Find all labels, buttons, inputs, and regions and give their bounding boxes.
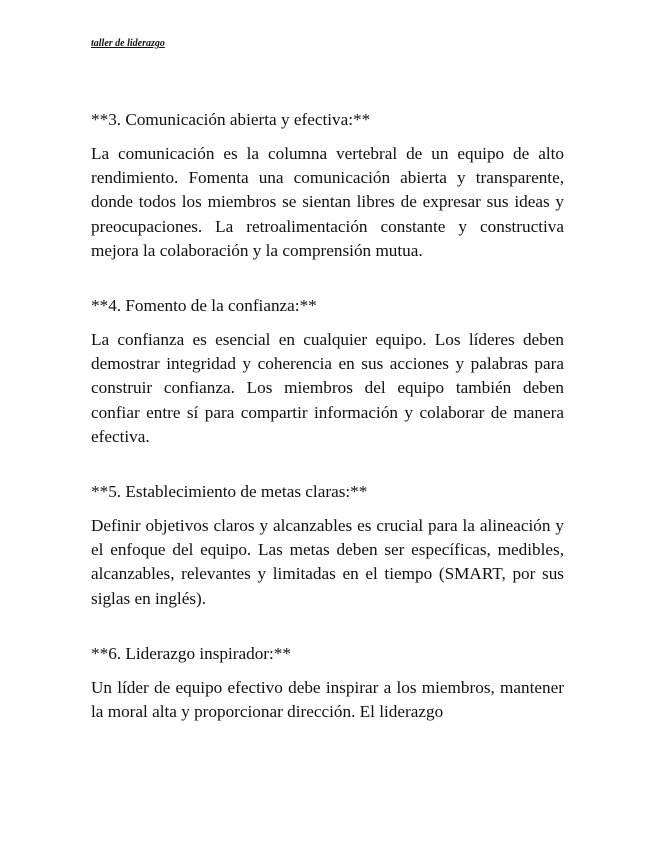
section-heading: **4. Fomento de la confianza:**: [91, 296, 317, 316]
section-heading: **5. Establecimiento de metas claras:**: [91, 482, 368, 502]
section-leadership: [91, 642, 564, 724]
running-header: taller de liderazgo: [91, 38, 165, 49]
section-paragraph: La comunicación es la columna vertebral de un equipo de alto rendimiento. Fomenta una comunicación abierta y transparente, donde todos los miembros se sientan libres de expresar sus ideas y preocupaciones. La retroalimentación constante y constructiva mejora la colaboración y la comprensión mutua.: [91, 144, 564, 260]
section-heading: **6. Liderazgo inspirador:**: [91, 643, 291, 663]
section-paragraph: Un líder de equipo efectivo debe inspirar a los miembros, mantener la moral alta y proporcionar dirección. El liderazgo: [91, 677, 564, 722]
section-heading: **3. Comunicación abierta y efectiva:**: [91, 110, 371, 129]
section-trust: [91, 294, 564, 449]
document-body: [91, 108, 564, 755]
section-paragraph: La confianza es esencial en cualquier equipo. Los líderes deben demostrar integridad y coherencia en sus acciones y palabras para construir confianza. Los miembros del equipo también deben confiar entre sí para compartir información y colaborar de manera efectiva.: [91, 330, 564, 446]
section-paragraph: Definir objetivos claros y alcanzables es crucial para la alineación y el enfoque del equipo. Las metas deben ser específicas, medibles, alcanzables, relevantes y limitadas en el tiempo (SMART, por sus siglas en inglés).: [91, 516, 564, 608]
section-communication: [91, 108, 564, 263]
section-goals: [91, 480, 564, 611]
